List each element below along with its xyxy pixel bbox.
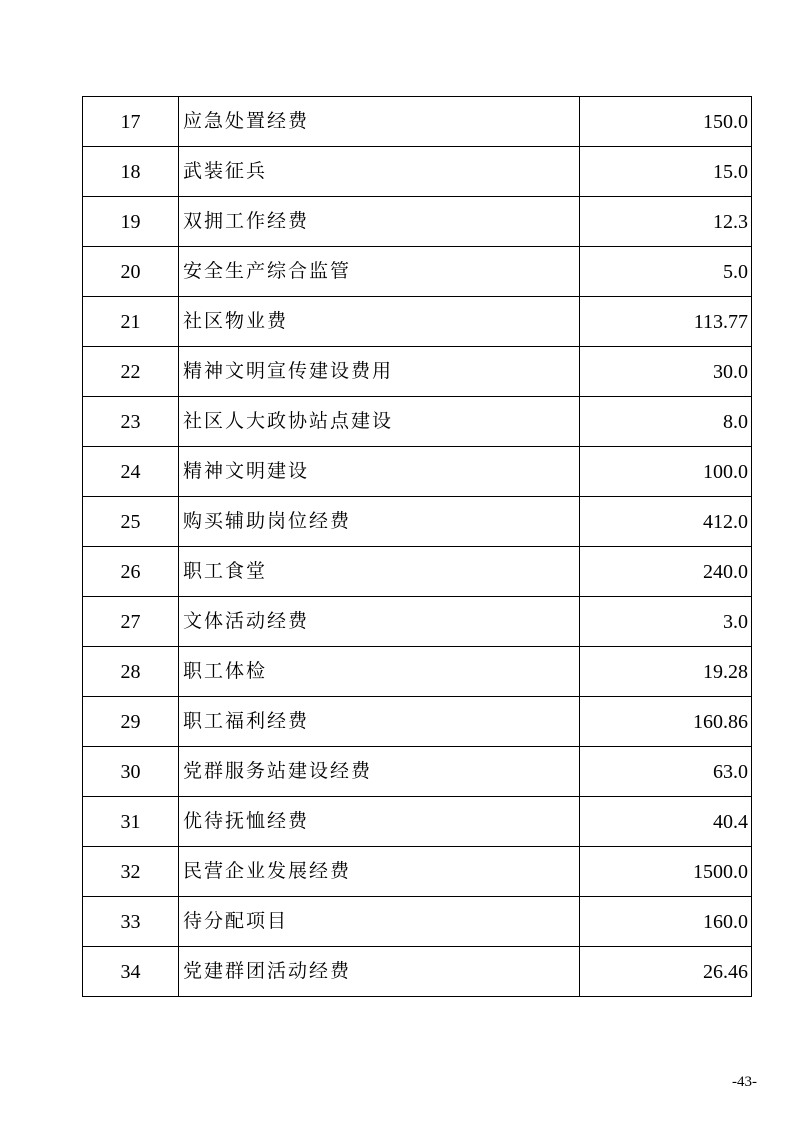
item-name-cell: 安全生产综合监管	[179, 247, 580, 297]
row-number-cell: 25	[83, 497, 179, 547]
amount-cell: 12.3	[580, 197, 752, 247]
page-number: -43-	[732, 1074, 757, 1090]
row-number-cell: 24	[83, 447, 179, 497]
item-name-cell: 武装征兵	[179, 147, 580, 197]
table-row	[83, 647, 752, 697]
item-name-cell: 职工福利经费	[179, 697, 580, 747]
amount-cell: 3.0	[580, 597, 752, 647]
item-name-cell: 党建群团活动经费	[179, 947, 580, 997]
amount-cell: 19.28	[580, 647, 752, 697]
amount-cell: 26.46	[580, 947, 752, 997]
item-name-cell: 精神文明建设	[179, 447, 580, 497]
row-number-cell: 21	[83, 297, 179, 347]
table-row	[83, 197, 752, 247]
row-number-cell: 34	[83, 947, 179, 997]
row-number-cell: 18	[83, 147, 179, 197]
row-number-cell: 33	[83, 897, 179, 947]
row-number-cell: 17	[83, 97, 179, 147]
row-number-cell: 23	[83, 397, 179, 447]
amount-cell: 240.0	[580, 547, 752, 597]
table-row	[83, 897, 752, 947]
item-name-cell: 社区人大政协站点建设	[179, 397, 580, 447]
amount-cell: 8.0	[580, 397, 752, 447]
item-name-cell: 职工体检	[179, 647, 580, 697]
item-name-cell: 党群服务站建设经费	[179, 747, 580, 797]
item-name-cell: 职工食堂	[179, 547, 580, 597]
amount-cell: 1500.0	[580, 847, 752, 897]
row-number-cell: 22	[83, 347, 179, 397]
table-row	[83, 547, 752, 597]
row-number-cell: 28	[83, 647, 179, 697]
table-row	[83, 347, 752, 397]
amount-cell: 40.4	[580, 797, 752, 847]
row-number-cell: 26	[83, 547, 179, 597]
amount-cell: 412.0	[580, 497, 752, 547]
table-row	[83, 597, 752, 647]
row-number-cell: 30	[83, 747, 179, 797]
table-row	[83, 147, 752, 197]
table-row	[83, 697, 752, 747]
amount-cell: 5.0	[580, 247, 752, 297]
item-name-cell: 购买辅助岗位经费	[179, 497, 580, 547]
table-row	[83, 747, 752, 797]
amount-cell: 100.0	[580, 447, 752, 497]
row-number-cell: 31	[83, 797, 179, 847]
table-row	[83, 397, 752, 447]
row-number-cell: 20	[83, 247, 179, 297]
item-name-cell: 社区物业费	[179, 297, 580, 347]
table-row	[83, 97, 752, 147]
amount-cell: 150.0	[580, 97, 752, 147]
amount-cell: 160.0	[580, 897, 752, 947]
table-row	[83, 447, 752, 497]
row-number-cell: 19	[83, 197, 179, 247]
item-name-cell: 精神文明宣传建设费用	[179, 347, 580, 397]
item-name-cell: 应急处置经费	[179, 97, 580, 147]
table-row	[83, 297, 752, 347]
table-row	[83, 497, 752, 547]
budget-table-body	[83, 97, 752, 997]
table-row	[83, 797, 752, 847]
amount-cell: 160.86	[580, 697, 752, 747]
item-name-cell: 双拥工作经费	[179, 197, 580, 247]
row-number-cell: 32	[83, 847, 179, 897]
item-name-cell: 文体活动经费	[179, 597, 580, 647]
row-number-cell: 27	[83, 597, 179, 647]
table-row	[83, 247, 752, 297]
item-name-cell: 优待抚恤经费	[179, 797, 580, 847]
amount-cell: 15.0	[580, 147, 752, 197]
item-name-cell: 待分配项目	[179, 897, 580, 947]
amount-cell: 30.0	[580, 347, 752, 397]
amount-cell: 113.77	[580, 297, 752, 347]
row-number-cell: 29	[83, 697, 179, 747]
table-row	[83, 847, 752, 897]
item-name-cell: 民营企业发展经费	[179, 847, 580, 897]
amount-cell: 63.0	[580, 747, 752, 797]
budget-table	[82, 96, 752, 997]
table-row	[83, 947, 752, 997]
